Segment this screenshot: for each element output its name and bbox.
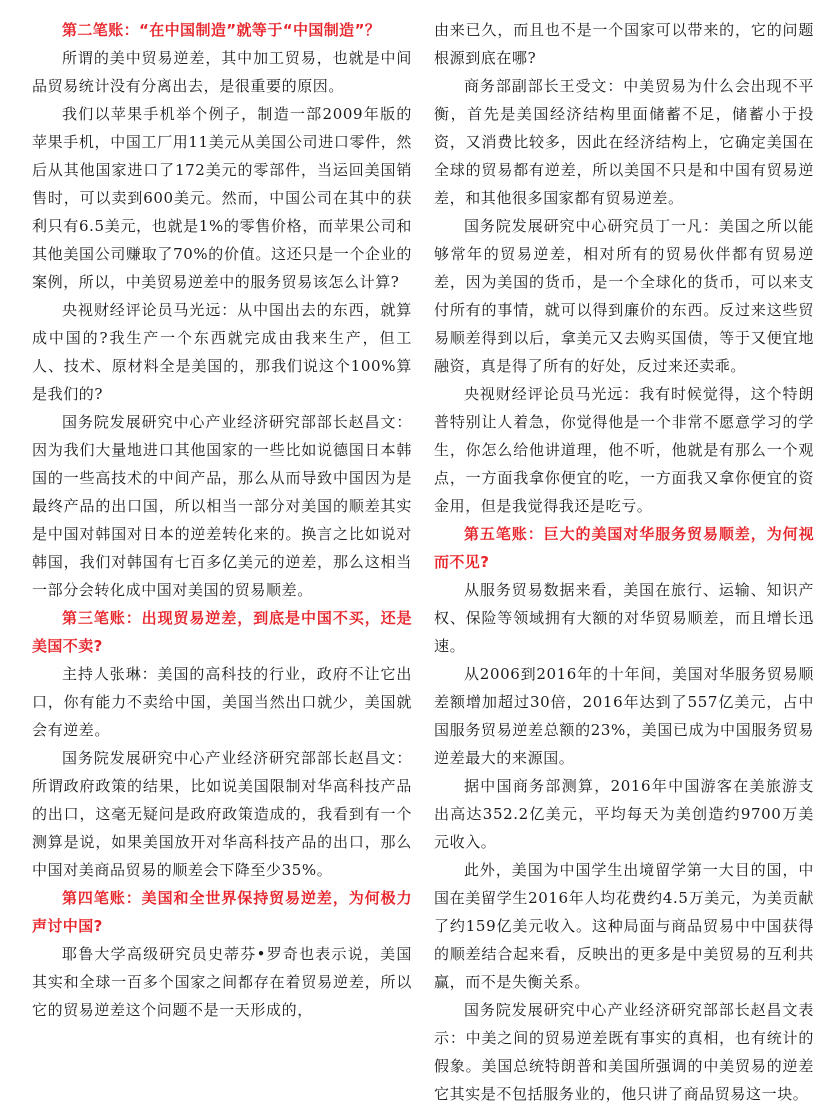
paragraph: 央视财经评论员马光远：我有时候觉得，这个特朗普特别让人着急，你觉得他是一个非常不愿意学习的学生，你怎么给他讲道理，他不听，他就是有那么一个观点，一方面我拿你便宜的吃，一方面我又拿你便宜的资金用，但是我觉得我还是吃亏。 bbox=[434, 385, 814, 515]
paragraph: 国务院发展研究中心产业经济研究部部长赵昌文：因为我们大量地进口其他国家的一些比如说德国日本韩国的一些高技术的中间产品，那么从而导致中国因为是最终产品的出口国，所以相当一部分对美国的顺差其实是中国对韩国对日本的逆差转化来的。换言之比如说对韩国，我们对韩国有七百多亿美元的逆差，那么这相当一部分会转化成中国对美国的贸易顺差。 bbox=[32, 413, 412, 599]
paragraph: 此外，美国为中国学生出境留学第一大目的国，中国在美留学生2016年人均花费约4.5万美元，为美贡献了约159亿美元收入。这种局面与商品贸易中中国获得的顺差结合起来看，反映出的更多是中美贸易的互利共赢，而不是失衡关系。 bbox=[434, 861, 814, 991]
paragraph-continuation: 由来已久，而且也不是一个国家可以带来的，它的问题根源到底在哪? bbox=[434, 21, 814, 67]
paragraph: 国务院发展研究中心产业经济研究部部长赵昌文表示：中美之间的贸易逆差既有事实的真相，也有统计的假象。美国总统特朗普和美国所强调的中美贸易的逆差它其实是不包括服务业的，他只讲了商品贸易这一块。 bbox=[434, 1001, 814, 1103]
right-column bbox=[434, 16, 814, 1109]
paragraph: 从服务贸易数据来看，美国在旅行、运输、知识产权、保险等领域拥有大额的对华贸易顺差，而且增长迅速。 bbox=[434, 581, 814, 655]
paragraph: 据中国商务部测算，2016年中国游客在美旅游支出高达352.2亿美元，平均每天为美创造约9700万美元收入。 bbox=[434, 777, 814, 851]
paragraph: 国务院发展研究中心产业经济研究部部长赵昌文：所谓政府政策的结果，比如说美国限制对华高科技产品的出口，这毫无疑问是政府政策造成的，我看到有一个测算是说，如果美国放开对华高科技产品的出口，那么中国对美商品贸易的顺差会下降至少35%。 bbox=[32, 749, 412, 879]
left-column bbox=[32, 16, 412, 1109]
paragraph: 耶鲁大学高级研究员史蒂芬•罗奇也表示说，美国其实和全球一百多个国家之间都存在着贸易逆差，所以它的贸易逆差这个问题不是一天形成的， bbox=[32, 945, 412, 1019]
section-heading: 第三笔账：出现贸易逆差，到底是中国不买，还是美国不卖? bbox=[32, 609, 412, 655]
paragraph: 所谓的美中贸易逆差，其中加工贸易，也就是中间品贸易统计没有分离出去，是很重要的原因。 bbox=[32, 49, 412, 95]
paragraph: 央视财经评论员马光远：从中国出去的东西，就算成中国的?我生产一个东西就完成由我来生产，但工人、技术、原材料全是美国的，那我们说这个100%算是我们的? bbox=[32, 301, 412, 403]
paragraph: 从2006到2016年的十年间，美国对华服务贸易顺差额增加超过30倍，2016年达到了557亿美元，占中国服务贸易逆差总额的23%，美国已成为中国服务贸易逆差最大的来源国。 bbox=[434, 665, 814, 767]
section-heading: 第二笔账：“在中国制造”就等于“中国制造”？ bbox=[62, 21, 381, 39]
paragraph: 商务部副部长王受文：中美贸易为什么会出现不平衡，首先是美国经济结构里面储蓄不足，储蓄小于投资，又消费比较多，因此在经济结构上，它确定美国在全球的贸易都有逆差，所以美国不只是和中国有贸易逆差，和其他很多国家都有贸易逆差。 bbox=[434, 77, 814, 207]
paragraph: 国务院发展研究中心研究员丁一凡：美国之所以能够常年的贸易逆差，相对所有的贸易伙伴都有贸易逆差，因为美国的货币，是一个全球化的货币，可以来支付所有的事情，就可以得到廉价的东西。反过来这些贸易顺差得到以后，拿美元又去购买国债，等于又便宜地融资，真是得了所有的好处，反过来还卖乖。 bbox=[434, 217, 814, 375]
section-heading: 第四笔账：美国和全世界保持贸易逆差，为何极力声讨中国? bbox=[32, 889, 412, 935]
section-heading: 第五笔账：巨大的美国对华服务贸易顺差，为何视而不见? bbox=[434, 525, 814, 571]
paragraph: 主持人张琳：美国的高科技的行业，政府不让它出口，你有能力不卖给中国，美国当然出口就少，美国就会有逆差。 bbox=[32, 665, 412, 739]
paragraph: 我们以苹果手机举个例子，制造一部2009年版的苹果手机，中国工厂用11美元从美国公司进口零件，然后从其他国家进口了172美元的零部件，当运回美国销售时，可以卖到600美元。然而，中国公司在其中的获利只有6.5美元，也就是1%的零售价格，而苹果公司和其他美国公司赚取了70%的价值。这还只是一个企业的案例，所以，中美贸易逆差中的服务贸易该怎么计算? bbox=[32, 105, 412, 291]
